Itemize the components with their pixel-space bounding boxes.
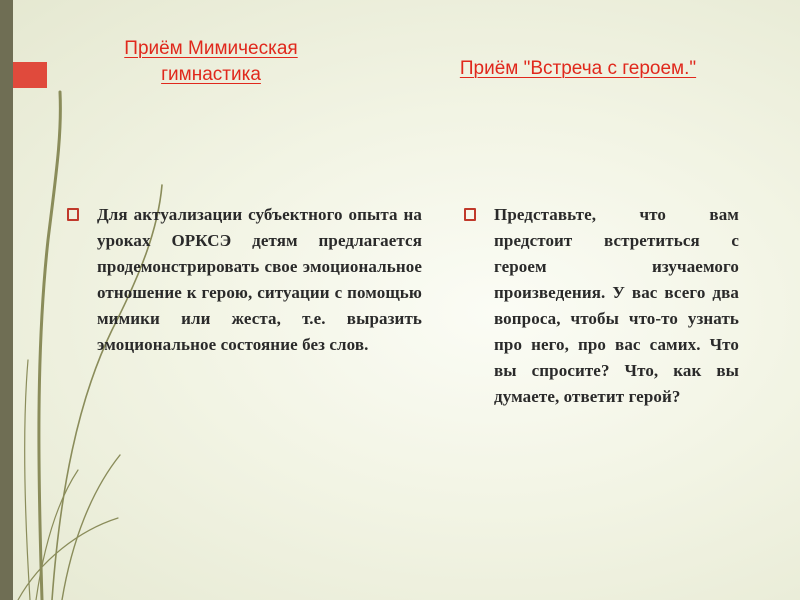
red-accent-tab xyxy=(13,62,47,88)
bullet-square-icon xyxy=(464,208,476,221)
bullet-square-icon xyxy=(67,208,79,221)
heading-meeting-with-hero: Приём "Встреча с героем." xyxy=(459,58,697,79)
right-column-text: Представьте, что вам предстоит встретиться с героем изучаемого произведения. У вас всего два вопроса, чтобы что-то узнать про него, про вас самих. Что вы спросите? Что, как вы думаете, ответит герой? xyxy=(494,205,739,406)
left-column-text: Для актуализации субъектного опыта на уроках ОРКСЭ детям предлагается продемонстрировать свое эмоциональное отношение к герою, ситуации с помощью мимики или жеста, т.е. выразить эмоциональное состояние без слов. xyxy=(97,205,422,354)
heading-mimic-gymnastics: Приём Мимическая гимнастика xyxy=(124,38,298,85)
